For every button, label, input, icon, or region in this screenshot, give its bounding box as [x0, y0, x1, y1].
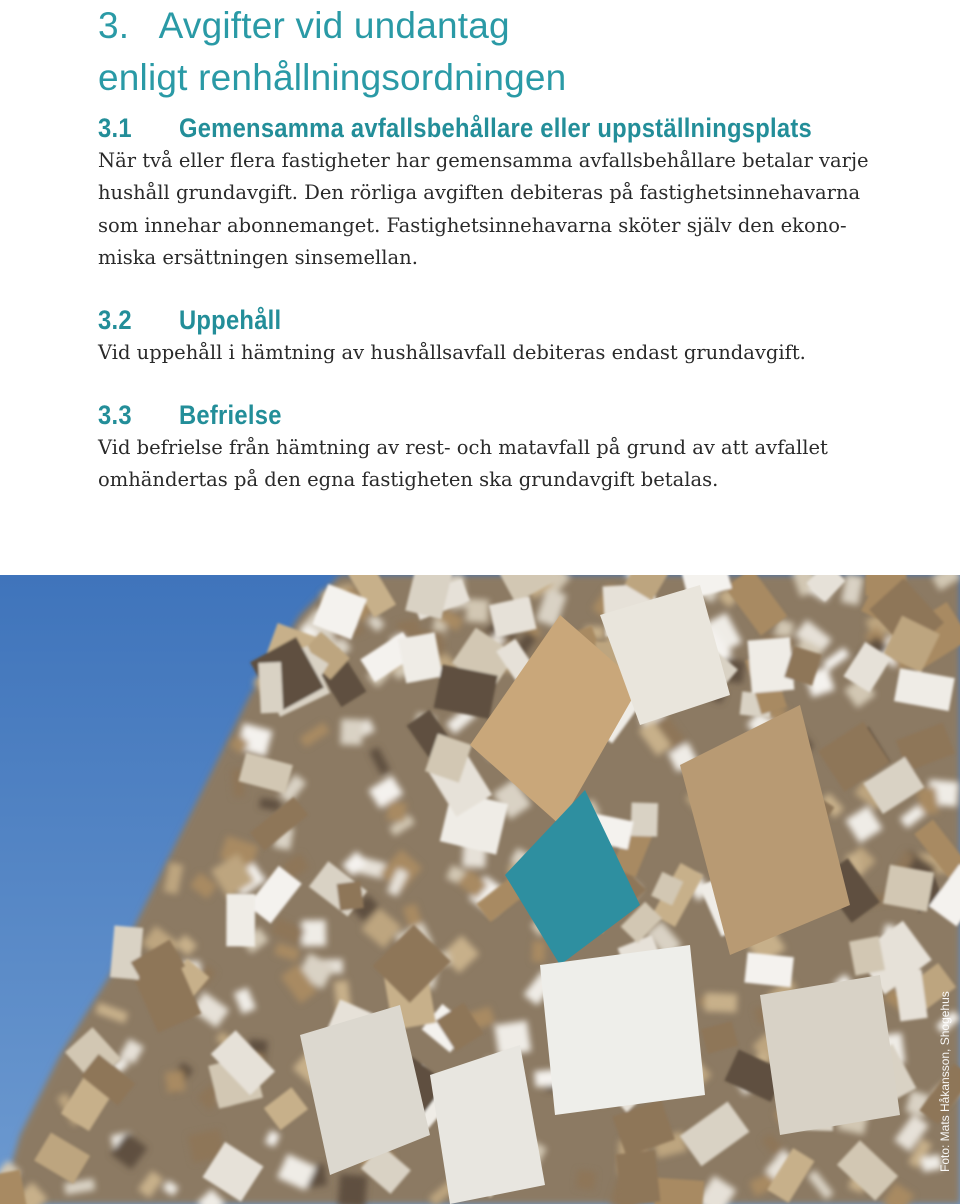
paper-scrap: [616, 1150, 661, 1204]
body-line: När två eller flera fastigheter har gemensamma avfallsbehållare betalar varje: [98, 149, 869, 172]
body-line: Vid befrielse från hämtning av rest- och matavfall på grund av att avfallet: [98, 436, 828, 459]
paper-scrap: [386, 801, 407, 823]
paper-scrap: [744, 952, 793, 987]
white-paper-sheet: [540, 945, 705, 1115]
body-line: Vid uppehåll i hämtning av hushållsavfall debiteras endast grundavgift.: [98, 341, 806, 364]
paper-scrap: [302, 920, 327, 946]
paper-scrap: [258, 662, 283, 713]
paper-scrap: [338, 1174, 368, 1204]
section-body: [98, 145, 888, 274]
photo-credit: Foto: Mats Håkansson, Shogehus: [938, 991, 952, 1172]
section-title: Gemensamma avfallsbehållare eller uppställningsplats: [178, 113, 813, 143]
section-heading: [98, 303, 793, 337]
section-number: 3.3: [98, 400, 132, 430]
body-line: omhändertas på den egna fastigheten ska grundavgift betalas.: [98, 468, 719, 492]
paper-scrap: [226, 894, 255, 947]
paper-scrap: [337, 881, 364, 911]
paper-scrap: [631, 803, 658, 837]
newspaper-sheet: [760, 975, 900, 1135]
body-line: hushåll grundavgift. Den rörliga avgiften debiteras på fastighetsinnehavarna: [98, 181, 861, 205]
section-number: 3.2: [98, 305, 132, 335]
paper-scrap: [466, 599, 489, 623]
paper-scrap: [704, 993, 737, 1013]
paper-scrap: [576, 1170, 596, 1190]
section-number: 3.1: [98, 113, 132, 143]
chapter-title-line-1: 3. Avgifter vid undantag: [98, 5, 510, 46]
paper-scrap: [654, 1178, 705, 1204]
body-line: som innehar abonnemanget. Fastighetsinnehavarna sköter själv den ekono-: [98, 213, 847, 237]
chapter-title: [98, 0, 566, 104]
section-heading: [98, 398, 793, 432]
paper-scrap: [165, 1070, 185, 1092]
paper-scrap: [849, 936, 885, 976]
chapter-title-line-2: enligt renhållningsordningen: [98, 57, 567, 98]
body-line: miska ersättningen sinsemellan.: [98, 245, 418, 269]
waste-paper-photo: [0, 575, 960, 1204]
section-body: [98, 432, 888, 497]
paper-scrap: [340, 719, 362, 745]
paper-scrap: [883, 865, 934, 912]
section-title: Uppehåll: [178, 305, 282, 335]
section-title: Befrielse: [178, 400, 282, 430]
section-body: [98, 337, 888, 369]
section-heading: [98, 111, 813, 145]
waste-paper-illustration: [0, 575, 960, 1204]
section-3-2: [98, 303, 888, 369]
paper-scrap: [747, 637, 794, 693]
section-3-3: [98, 398, 888, 497]
section-3-1: [98, 111, 888, 274]
paper-scrap: [532, 941, 546, 962]
